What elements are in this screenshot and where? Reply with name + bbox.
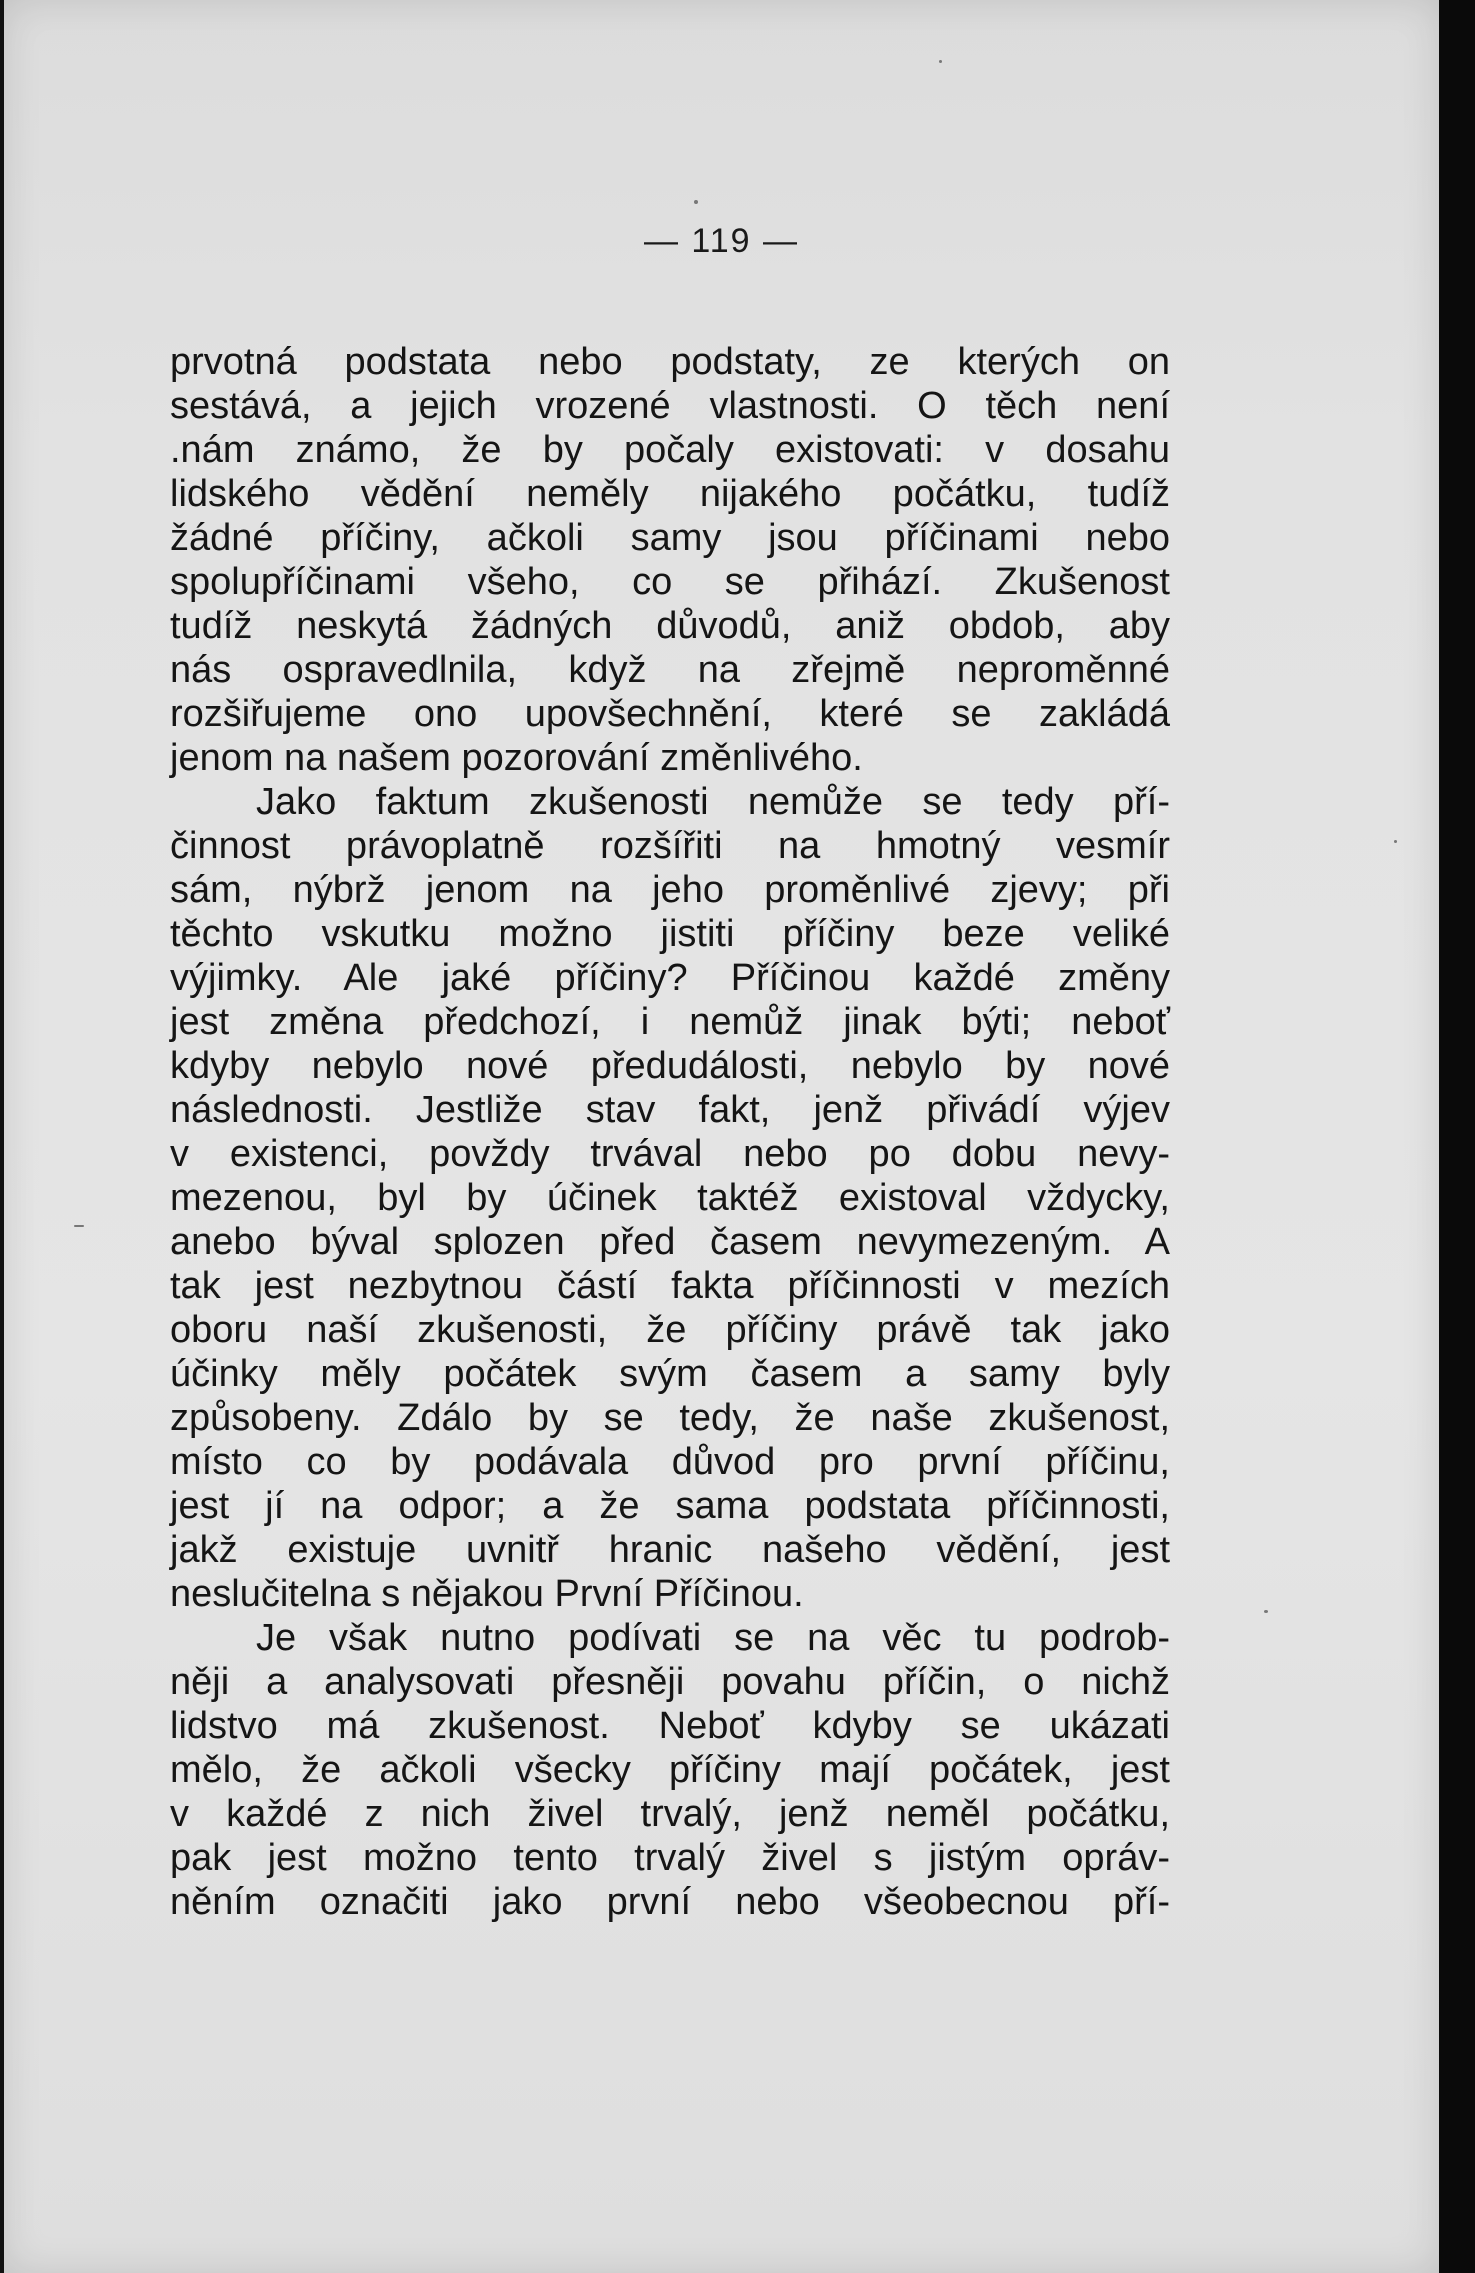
page-number: — 119 — <box>643 222 800 260</box>
book-page <box>4 0 1439 2273</box>
text-line: tak jest nezbytnou částí fakta příčinnosti v mezích <box>170 1265 1170 1307</box>
text-line: lidského vědění neměly nijakého počátku, tudíž <box>170 473 1170 515</box>
text-line: sestává, a jejich vrozené vlastnosti. O těch není <box>170 385 1170 427</box>
text-line: lidstvo má zkušenost. Neboť kdyby se ukázati <box>170 1705 1170 1747</box>
text-line: kdyby nebylo nové předudálosti, nebylo by nové <box>170 1045 1170 1087</box>
text-line: .nám známo, že by počaly existovati: v dosahu <box>170 429 1170 471</box>
text-line: jenom na našem pozorování změnlivého. <box>170 737 863 779</box>
text-line: něním označiti jako první nebo všeobecnou pří- <box>170 1881 1170 1923</box>
text-line: v každé z nich živel trvalý, jenž neměl počátku, <box>170 1793 1170 1835</box>
scan-speck <box>939 60 942 63</box>
text-line: místo co by podávala důvod pro první příčinu, <box>170 1441 1170 1483</box>
text-line: jakž existuje uvnitř hranic našeho vědění, jest <box>170 1529 1170 1571</box>
text-line: pak jest možno tento trvalý živel s jistým opráv- <box>170 1837 1170 1879</box>
scan-right-edge <box>1439 0 1475 2273</box>
text-line: Je však nutno podívati se na věc tu podrob- <box>256 1617 1170 1659</box>
scan-speck <box>1394 840 1397 843</box>
text-line: rozšiřujeme ono upovšechnění, které se zakládá <box>170 693 1170 735</box>
text-line: činnost právoplatně rozšířiti na hmotný vesmír <box>170 825 1170 867</box>
text-line: těchto vskutku možno jistiti příčiny beze veliké <box>170 913 1170 955</box>
text-line: anebo býval splozen před časem nevymezeným. A <box>170 1221 1170 1263</box>
text-line: Jako faktum zkušenosti nemůže se tedy pří- <box>256 781 1170 823</box>
scan-speck <box>74 1225 84 1227</box>
scan-speck <box>1264 1610 1268 1613</box>
text-line: oboru naší zkušenosti, že příčiny právě tak jako <box>170 1309 1170 1351</box>
text-line: nás ospravedlnila, když na zřejmě neproměnné <box>170 649 1170 691</box>
body-text <box>170 340 1170 1924</box>
text-line: způsobeny. Zdálo by se tedy, že naše zkušenost, <box>170 1397 1170 1439</box>
text-line: v existenci, povždy trvával nebo po dobu nevy- <box>170 1133 1170 1175</box>
text-line: mělo, že ačkoli všecky příčiny mají počátek, jest <box>170 1749 1170 1791</box>
text-line: prvotná podstata nebo podstaty, ze kterých on <box>170 341 1170 383</box>
text-line: výjimky. Ale jaké příčiny? Příčinou každé změny <box>170 957 1170 999</box>
text-line: následnosti. Jestliže stav fakt, jenž přivádí výjev <box>170 1089 1170 1131</box>
text-line: jest změna předchozí, i nemůž jinak býti; neboť <box>170 1001 1170 1043</box>
scan-speck <box>694 200 698 204</box>
text-line: žádné příčiny, ačkoli samy jsou příčinami nebo <box>170 517 1170 559</box>
text-line: něji a analysovati přesněji povahu příčin, o nichž <box>170 1661 1170 1703</box>
text-line: jest jí na odpor; a že sama podstata příčinnosti, <box>170 1485 1170 1527</box>
text-line: mezenou, byl by účinek taktéž existoval vždycky, <box>170 1177 1170 1219</box>
text-line: tudíž neskytá žádných důvodů, aniž obdob, aby <box>170 605 1170 647</box>
text-line: účinky měly počátek svým časem a samy byly <box>170 1353 1170 1395</box>
text-line: sám, nýbrž jenom na jeho proměnlivé zjevy; při <box>170 869 1170 911</box>
text-line: neslučitelna s nějakou První Příčinou. <box>170 1573 804 1615</box>
text-line: spolupříčinami všeho, co se přihází. Zkušenost <box>170 561 1170 603</box>
